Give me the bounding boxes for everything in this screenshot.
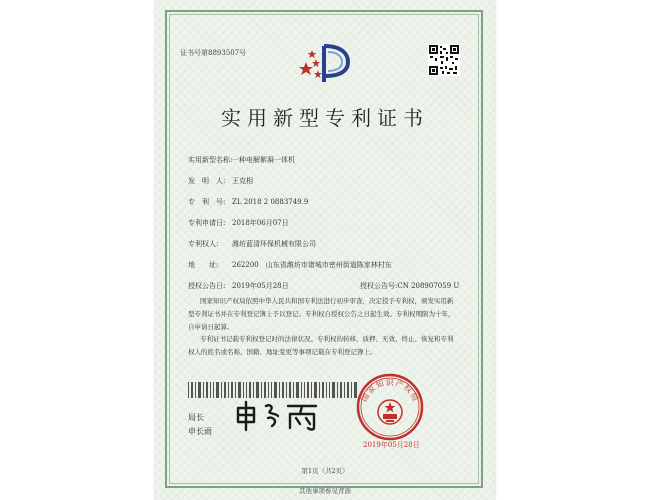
signer-name: 申长雨 (188, 427, 212, 436)
signer-role: 局长 (188, 413, 204, 422)
qr-code-icon (428, 44, 460, 76)
field-inventor (188, 176, 253, 186)
field-utility-model-name (188, 155, 295, 165)
field-address (188, 260, 392, 270)
field-label: 授权公告日: (188, 282, 226, 290)
page-number: 第1页（共2页） (301, 467, 349, 475)
field-label: 发 明 人: (188, 177, 226, 185)
certificate-number: 证书号第8893507号 (180, 49, 247, 57)
field-label: 专 利 号: (188, 198, 226, 206)
field-patentee (188, 239, 316, 249)
paragraph-legal-status: 专利证书记载专利权登记时的法律状况。专利权的转移、质押、无效、终止、恢复和专利权人的姓名或名称、国籍、地址变更等事项记载在专利登记簿上。 (188, 335, 454, 356)
field-label: 专利权人: (188, 240, 219, 248)
paragraph-grant-statement: 国家知识产权局依照中华人民共和国专利法进行初步审查，决定授予专利权，颁发实用新型专利证书并在专利登记簿上予以登记。专利权自授权公告之日起生效。专利权期限为十年，自申请日起算。 (188, 297, 455, 331)
seal-date: 2019年05月28日 (363, 441, 420, 449)
field-value: 潍坊蓝清环保机械有限公司 (232, 240, 316, 248)
seal-text: 国家知识产权局 (359, 378, 421, 404)
patent-office-logo-icon (298, 40, 350, 86)
field-value: 2019年05月28日 (232, 282, 289, 290)
national-emblem-seal-icon (355, 372, 425, 442)
field-value: 王克相 (232, 177, 253, 185)
field-value: 2018年06月07日 (232, 219, 289, 227)
field-grant-date (188, 281, 459, 291)
certificate-title: 实用新型专利证书 (221, 106, 429, 130)
field-value: CN 208907059 U (397, 282, 460, 290)
footer-note: 其他事项参见背面 (299, 487, 351, 495)
signature-icon (232, 398, 322, 432)
field-label: 授权公告号: (360, 282, 398, 290)
field-patent-number (188, 197, 308, 207)
field-value: 一种电解絮凝一体机 (232, 156, 295, 164)
field-label: 地 址: (188, 261, 219, 269)
field-value: 262200 山东省潍坊市诸城市密州街道陈家林村东 (232, 261, 392, 269)
field-label: 专利申请日: (188, 219, 226, 227)
field-application-date (188, 218, 289, 228)
field-label: 实用新型名称: (188, 156, 233, 164)
field-value: ZL 2018 2 0883749.9 (232, 198, 309, 206)
